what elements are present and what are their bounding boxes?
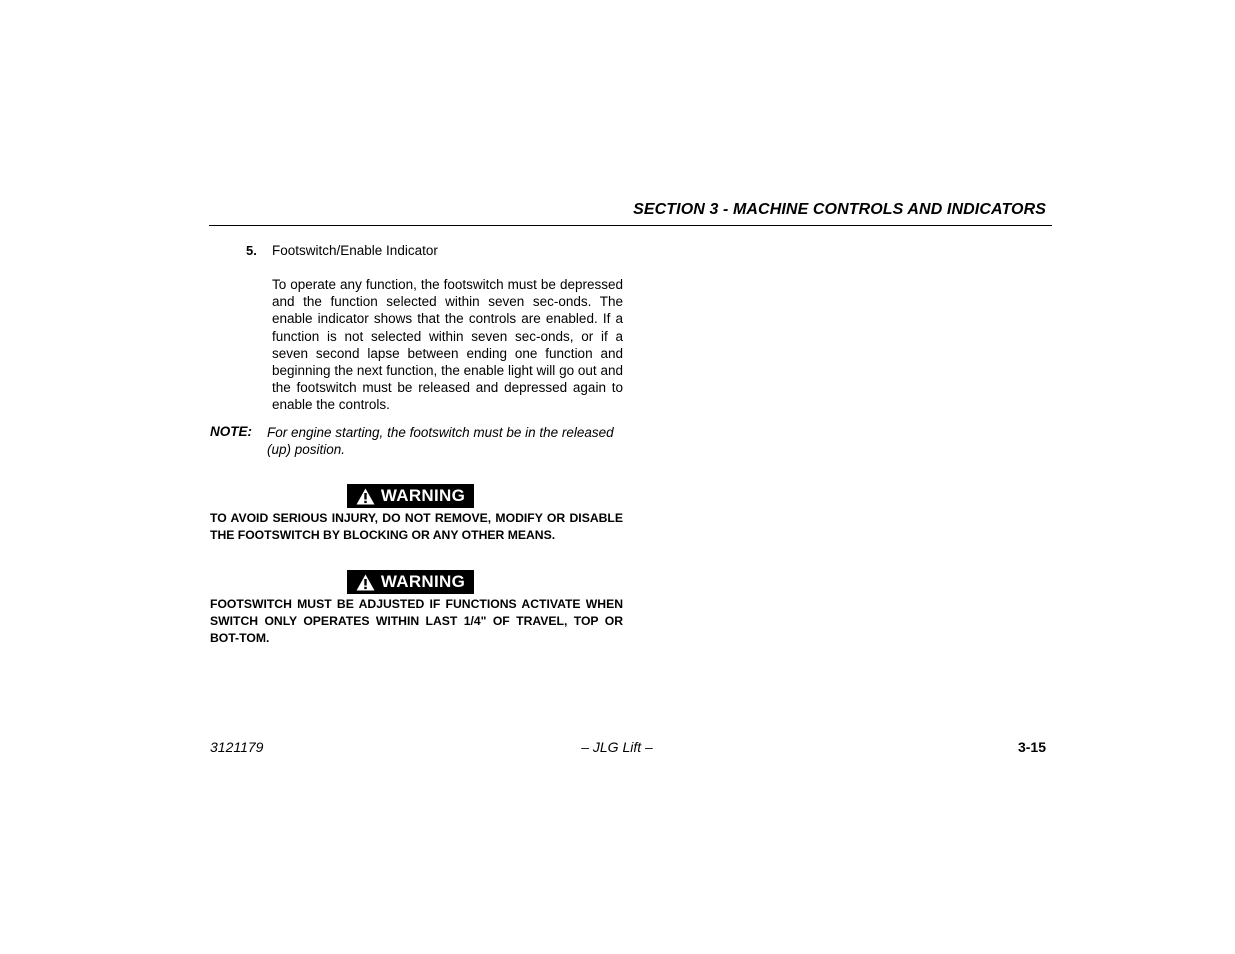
warning-badge [347,570,474,594]
warning-text: TO AVOID SERIOUS INJURY, DO NOT REMOVE, MODIFY OR DISABLE THE FOOTSWITCH BY BLOCKING OR ANY OTHER MEANS. [210,511,623,542]
warning-label: WARNING [380,486,466,505]
note-label: NOTE: [210,424,252,439]
page-number: 3-15 [1017,739,1046,755]
warning-text: FOOTSWITCH MUST BE ADJUSTED IF FUNCTIONS ACTIVATE WHEN SWITCH ONLY OPERATES WITHIN LAST 1/4" OF TRAVEL, TOP OR BOT-TOM. [210,597,623,645]
warning-badge [347,484,474,508]
warning-triangle-icon [356,488,375,505]
footer-brand: – JLG Lift – [581,739,653,755]
section-title: SECTION 3 - MACHINE CONTROLS AND INDICATORS [633,201,1046,218]
note-text: For engine starting, the footswitch must be in the released (up) position. [267,425,614,458]
warning-label: WARNING [380,572,466,591]
document-number: 3121179 [210,739,264,755]
item-number: 5. [246,243,257,258]
item-body-paragraph: To operate any function, the footswitch must be depressed and the function selected within seven sec-onds. The enable indicator shows that the controls are enabled. If a function is not selected within seven sec-onds, or if a seven second lapse between ending one function and beginning the next function, the enable light will go out and the footswitch must be released and depressed again to enable the controls. [272,277,623,413]
header-divider [209,225,1052,226]
warning-triangle-icon [356,574,375,591]
item-title: Footswitch/Enable Indicator [272,243,438,258]
